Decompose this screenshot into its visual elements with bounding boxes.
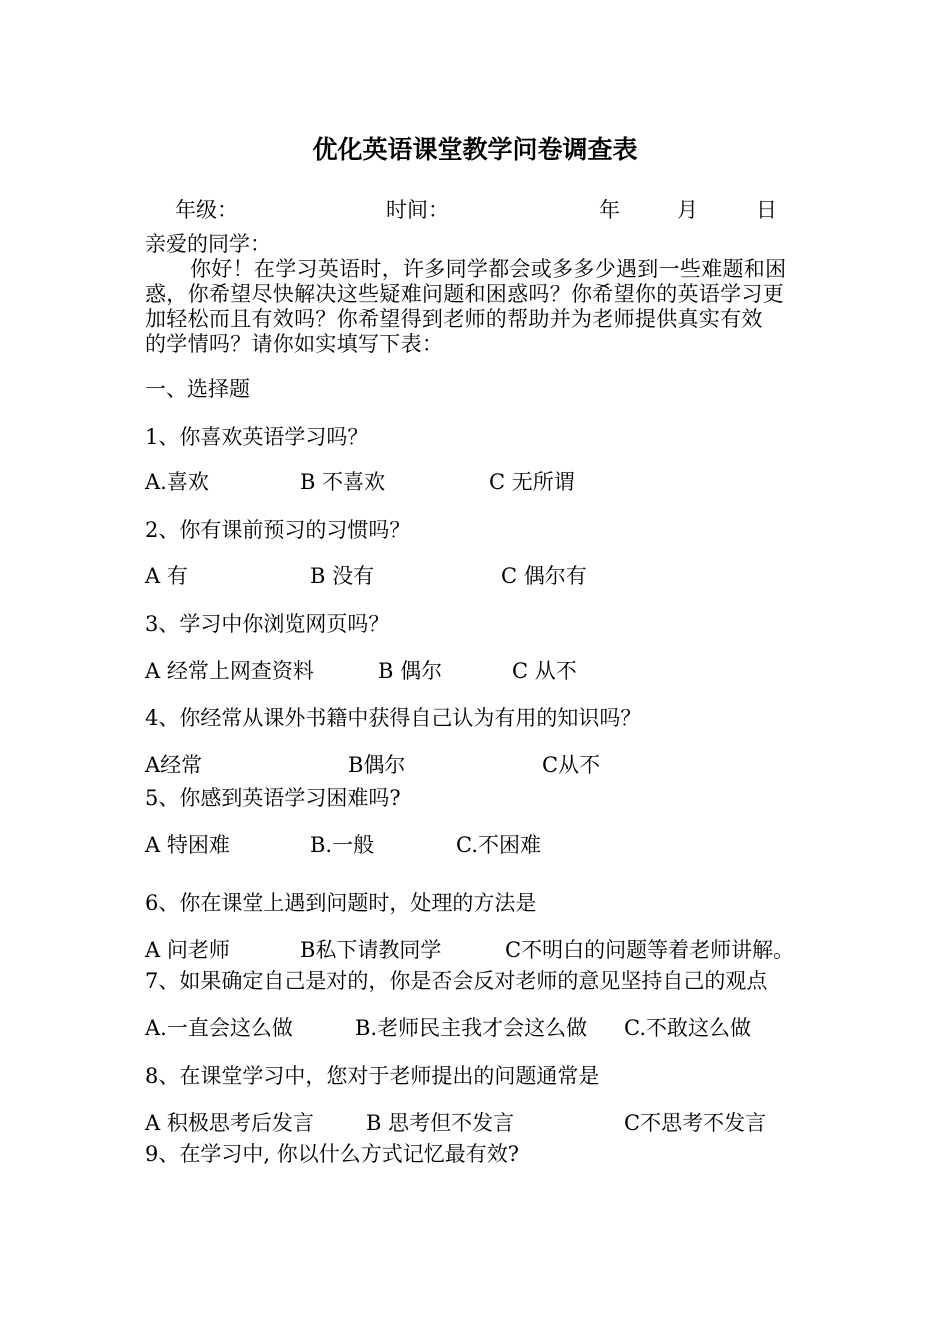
option-b: B 偶尔 <box>378 659 443 683</box>
option-a: A 有 <box>145 564 188 588</box>
question-text: 5、你感到英语学习困难吗? <box>145 786 401 810</box>
question-text: 4、你经常从课外书籍中获得自己认为有用的知识吗？ <box>145 706 642 730</box>
option-a: A 经常上网查资料 <box>145 659 314 683</box>
grade-label: 年级： <box>175 198 238 222</box>
time-label: 时间： <box>386 198 449 222</box>
option-c: C从不 <box>542 753 601 777</box>
option-a: A.喜欢 <box>145 470 209 494</box>
option-b: B私下请教同学 <box>300 938 442 962</box>
option-c: C不明白的问题等着老师讲解。 <box>505 938 795 962</box>
question-text: 8、在课堂学习中，您对于老师提出的问题通常是 <box>145 1064 600 1088</box>
day-label: 日 <box>756 198 777 222</box>
question-text: 9、在学习中, 你以什么方式记忆最有效? <box>145 1142 519 1166</box>
option-c: C不思考不发言 <box>624 1111 767 1135</box>
option-c: C 无所谓 <box>489 470 575 494</box>
option-a: A 问老师 <box>145 938 230 962</box>
year-label: 年 <box>599 198 620 222</box>
option-b: B 不喜欢 <box>300 470 386 494</box>
greeting: 亲爱的同学： <box>145 232 271 256</box>
section-title: 一、选择题 <box>145 377 250 401</box>
question-text: 3、学习中你浏览网页吗？ <box>145 612 390 636</box>
intro-line: 加轻松而且有效吗？你希望得到老师的帮助并为老师提供真实有效 <box>145 307 763 331</box>
option-a: A 特困难 <box>145 833 230 857</box>
question-text: 2、你有课前预习的习惯吗？ <box>145 518 411 542</box>
question-text: 7、如果确定自己是对的，你是否会反对老师的意见坚持自己的观点 <box>145 969 768 993</box>
option-b: B 思考但不发言 <box>366 1111 515 1135</box>
intro-line: 的学情吗？请你如实填写下表： <box>145 332 444 356</box>
question-text: 6、你在课堂上遇到问题时，处理的方法是 <box>145 891 537 915</box>
option-b: B偶尔 <box>348 753 406 777</box>
option-c: C 偶尔有 <box>501 564 587 588</box>
question-text: 1、你喜欢英语学习吗？ <box>145 425 369 449</box>
option-b: B.一般 <box>310 833 375 857</box>
option-c: C 从不 <box>512 659 577 683</box>
option-a: A 积极思考后发言 <box>145 1111 314 1135</box>
option-c: C.不敢这么做 <box>624 1016 751 1040</box>
intro-line: 你好！在学习英语时，许多同学都会或多多少遇到一些难题和困 <box>190 257 787 281</box>
option-c: C.不困难 <box>456 833 541 857</box>
month-label: 月 <box>677 198 698 222</box>
option-b: B.老师民主我才会这么做 <box>355 1016 588 1040</box>
page-title: 优化英语课堂教学问卷调查表 <box>312 135 638 164</box>
option-b: B 没有 <box>310 564 375 588</box>
option-a: A.一直会这么做 <box>145 1016 293 1040</box>
option-a: A经常 <box>145 753 203 777</box>
intro-line: 惑，你希望尽快解决这些疑难问题和困惑吗？你希望你的英语学习更 <box>145 282 784 306</box>
